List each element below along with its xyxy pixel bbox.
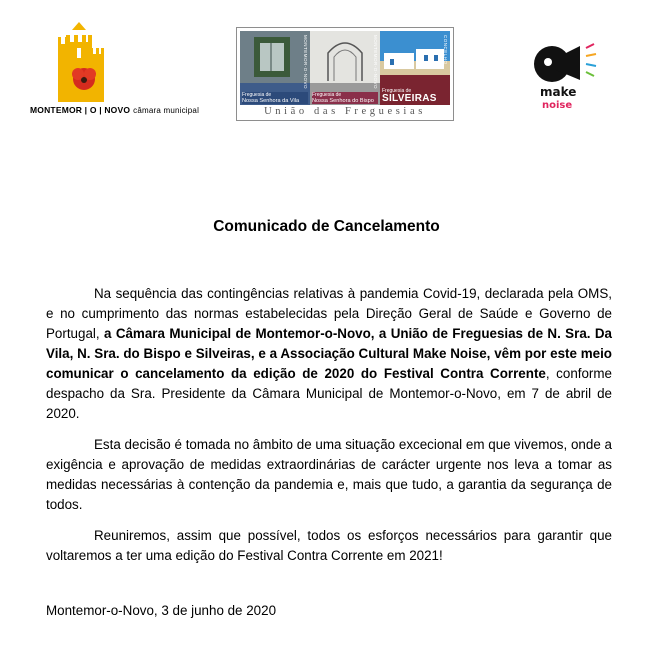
cm-name: MONTEMOR | O | NOVO: [30, 105, 131, 115]
uf-panel-silveiras-label: SILVEIRAS: [382, 93, 437, 104]
paragraph-3: Reuniremos, assim que possível, todos os esforços necessários para garantir que voltaremos a ter uma edição do Festival Contra Corrente em 2021!: [46, 528, 612, 563]
uf-panel-silveiras-small: Freguesia de: [382, 88, 412, 94]
paragraph-1-bold: a Câmara Municipal de Montemor-o-Novo, a União de Freguesias de N. Sra. Da Vila, N. Sra. do Bispo e Silveiras, e a Associação Cultural Make Noise, vêm por este meio comunicar o cancelamento da edição de 2020 do Festival Contra Corrente: [46, 326, 612, 381]
village-houses-icon: [380, 31, 450, 75]
paragraph-2: Esta decisão é tomada no âmbito de uma situação excecional em que vivemos, onde a exigência e aprovação de medidas extraordinárias de carácter urgente nos leva a tomar as medidas necessárias à contenção da pandemia e, mais que tudo, a garantia da segurança de todos.: [46, 437, 612, 512]
uf-panel-silveiras: [380, 31, 450, 105]
document-title: Comunicado de Cancelamento: [213, 218, 440, 235]
uf-panel-silveiras-vertical: CONCELHO: [443, 35, 448, 65]
uf-panel-bispo-small: Freguesia de: [312, 92, 342, 98]
camara-municipal-logo: [30, 22, 200, 122]
paragraph-1: [46, 284, 612, 424]
uf-panel-vila-label: Nossa Senhora da Vila: [242, 98, 300, 104]
date-signature: Montemor-o-Novo, 3 de junho de 2020: [46, 603, 277, 618]
megaphone-icon: [526, 40, 606, 110]
uf-title: União das Freguesias: [264, 106, 426, 117]
document-body: [46, 284, 612, 577]
uniao-freguesias-logo: [236, 27, 454, 121]
make-noise-logo: [526, 40, 606, 110]
uf-panel-vila-vertical: MONTEMOR-O-NOVO: [303, 35, 308, 89]
uf-panel-bispo: [310, 31, 380, 105]
cm-subtitle: câmara municipal: [133, 106, 200, 115]
arch-sketch-icon: [310, 31, 380, 83]
mn-line1: make: [540, 85, 577, 99]
uf-panel-vila: [240, 31, 310, 105]
window-ornament-icon: [240, 31, 310, 83]
paragraph-1-end: , conforme despacho da Sra. Presidente da Câmara Municipal de Montemor-o-Novo, em 7 de abril de 2020.: [46, 366, 612, 421]
paragraph-1-intro: Na sequência das contingências relativas à pandemia Covid-19, declarada pela OMS, e no cumprimento das normas estabelecidas pela Direção Geral de Saúde e Governo de Portugal,: [46, 286, 612, 341]
camara-municipal-wordmark: [30, 105, 199, 115]
uf-panel-bispo-vertical: MONTEMOR-O-NOVO: [373, 35, 378, 89]
uf-panel-vila-small: Freguesia de: [242, 92, 272, 98]
uf-panel-bispo-label: Nossa Senhora do Bispo: [312, 98, 374, 104]
castle-tower-icon: [50, 22, 110, 104]
mn-line2: noise: [542, 100, 573, 110]
